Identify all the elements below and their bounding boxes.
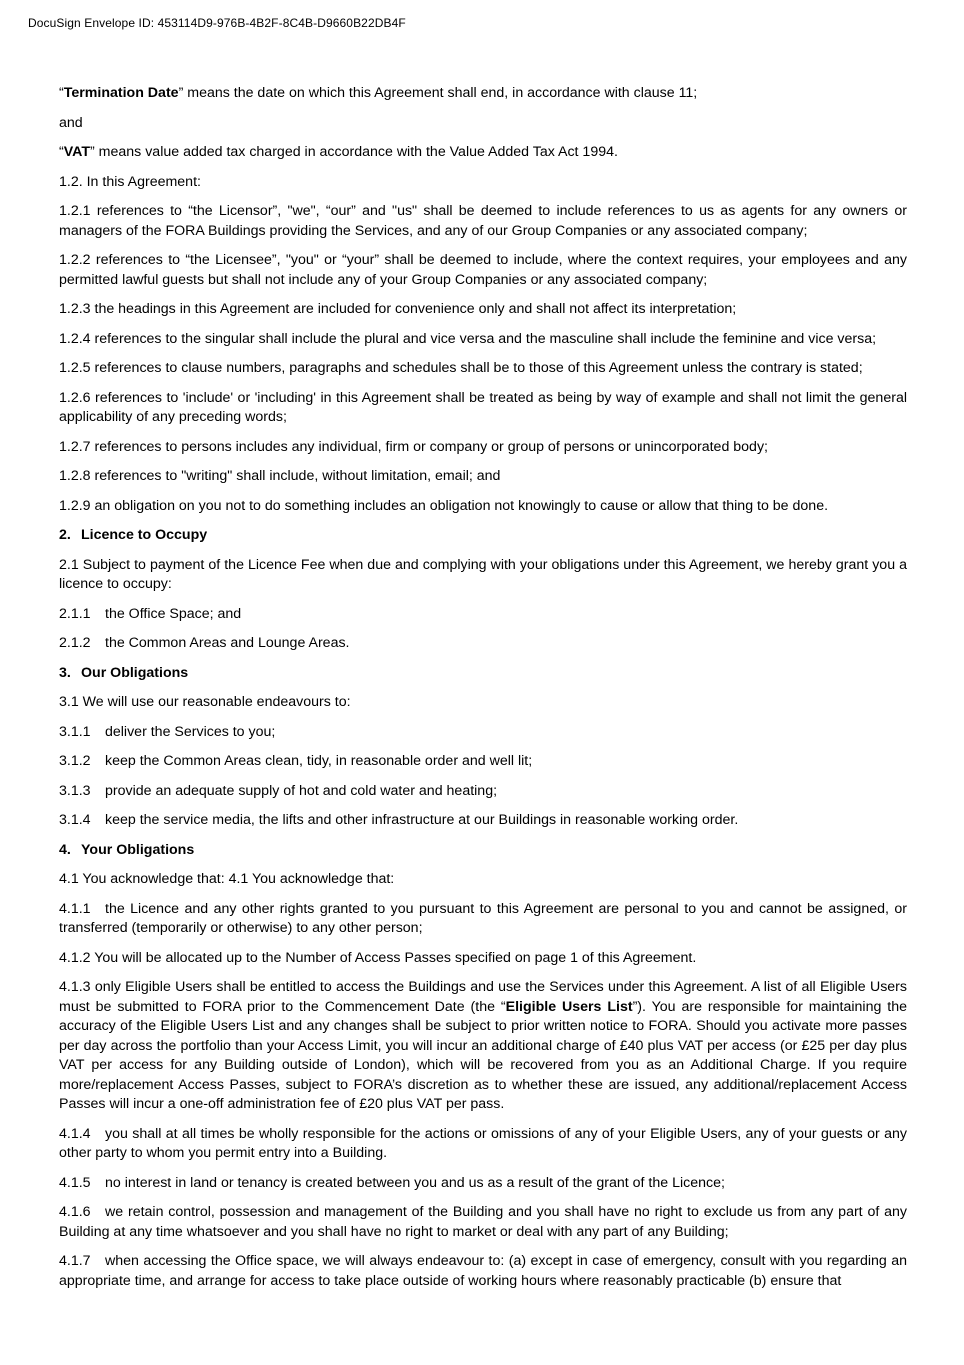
clause-1-2-5: 1.2.5 references to clause numbers, paragraphs and schedules shall be to those of this Agreement unless the contrary is stated; xyxy=(59,360,863,376)
defined-term: Eligible Users List xyxy=(505,998,633,1015)
clause-1-2-6: 1.2.6 references to 'include' or 'including' in this Agreement shall be treated as being by way of example and shall not limit the general applicability of any preceding words; xyxy=(59,389,907,425)
clause-1-2-2: 1.2.2 references to “the Licensee”, "you" or “your” shall be deemed to include, where the context requires, your employees and any permitted lawful guests but shall not include any of your Group Companies or any associated company; xyxy=(59,252,907,288)
clause-2-1-2: 2.1.2 the Common Areas and Lounge Areas. xyxy=(59,635,350,651)
clause-1-2-8: 1.2.8 references to "writing" shall include, without limitation, email; and xyxy=(59,468,501,484)
section-heading-our-obligations: 3. Our Obligations xyxy=(59,664,189,681)
clause-1-2-3: 1.2.3 the headings in this Agreement are included for convenience only and shall not affect its interpretation; xyxy=(59,301,737,317)
defined-term: Termination Date xyxy=(63,85,179,101)
clause-2-1: 2.1 Subject to payment of the Licence Fee when due and complying with your obligations under this Agreement, we hereby grant you a licence to occupy: xyxy=(59,556,907,592)
clause-1-2-intro: 1.2. In this Agreement: xyxy=(59,173,201,190)
clause-4-1-3: 4.1.3 only Eligible Users shall be entitled to access the Buildings and use the Services under this Agreement. A list of all Eligible Users must be submitted to FORA prior to the Commencement Date (the “Eligible Users List”). You are responsible for maintaining the accuracy of the Eligible Users List and any changes shall be subject to prior written notice to FORA. Should you activate more passes per day across the portfolio than your Access Limit, you will incur an additional charge of £40 plus VAT per access (or £25 per day plus VAT per access for any Building outside of London), which will be recovered from you as an Additional Charge. If you require more/replacement Access Passes, subject to FORA’s discretion as to whether these are issued, any additional/replacement Access Passes will incur a one-off administration fee of £20 plus VAT per pass. xyxy=(59,979,907,1112)
clause-3-1-4: 3.1.4 keep the service media, the lifts and other infrastructure at our Buildings in reasonable working order. xyxy=(59,812,739,828)
clause-4-1: 4.1 You acknowledge that: 4.1 You acknowledge that: xyxy=(59,871,395,887)
section-heading-licence-to-occupy: 2. Licence to Occupy xyxy=(59,527,208,543)
clause-3-1-2: 3.1.2 keep the Common Areas clean, tidy, in reasonable order and well lit; xyxy=(59,753,533,769)
definition-connector: and xyxy=(59,114,83,131)
definition-vat: “VAT” means value added tax charged in accordance with the Value Added Tax Act 1994. xyxy=(59,144,618,160)
clause-3-1-1: 3.1.1 deliver the Services to you; xyxy=(59,723,276,740)
clause-3-1: 3.1 We will use our reasonable endeavours to: xyxy=(59,694,351,710)
document-body xyxy=(59,84,907,1291)
docusign-envelope-id: DocuSign Envelope ID: 453114D9-976B-4B2F-8C4B-D9660B22DB4F xyxy=(28,16,406,30)
clause-4-1-4: 4.1.4 you shall at all times be wholly responsible for the actions or omissions of any of your Eligible Users, any of your guests or any other party to whom you permit entry into a Building. xyxy=(59,1125,907,1161)
clause-3-1-3: 3.1.3 provide an adequate supply of hot and cold water and heating; xyxy=(59,782,498,799)
clause-4-1-2: 4.1.2 You will be allocated up to the Number of Access Passes specified on page 1 of this Agreement. xyxy=(59,949,697,966)
clause-4-1-7: 4.1.7 when accessing the Office space, we will always endeavour to: (a) except in case of emergency, consult with you regarding an appropriate time, and arrange for access to take place outside of working hours where reasonably practicable (b) ensure that xyxy=(59,1253,907,1289)
clause-1-2-4: 1.2.4 references to the singular shall include the plural and vice versa and the masculine shall include the feminine and vice versa; xyxy=(59,330,877,347)
section-heading-your-obligations: 4. Your Obligations xyxy=(59,841,195,858)
clause-1-2-9: 1.2.9 an obligation on you not to do something includes an obligation not knowingly to cause or allow that thing to be done. xyxy=(59,497,829,514)
definition-termination-date: “Termination Date” means the date on which this Agreement shall end, in accordance with clause 11; xyxy=(59,85,698,101)
clause-4-1-5: 4.1.5 no interest in land or tenancy is created between you and us as a result of the grant of the Licence; xyxy=(59,1174,725,1191)
clause-4-1-6: 4.1.6 we retain control, possession and management of the Building and you shall have no right to exclude us from any part of any Building at any time whatsoever and you shall have no right to market or deal with any part of any Building; xyxy=(59,1204,907,1240)
clause-1-2-7: 1.2.7 references to persons includes any individual, firm or company or group of persons or unincorporated body; xyxy=(59,438,768,455)
clause-4-1-1: 4.1.1 the Licence and any other rights granted to you pursuant to this Agreement are personal to you and cannot be assigned, or transferred (temporarily or otherwise) to any other person; xyxy=(59,900,907,936)
clause-2-1-1: 2.1.1 the Office Space; and xyxy=(59,605,242,622)
defined-term: VAT xyxy=(63,144,91,160)
clause-1-2-1: 1.2.1 references to “the Licensor”, "we", “our” and "us" shall be deemed to include references to us as agents for any owners or managers of the FORA Buildings providing the Services, and any of our Group Companies or any associated company; xyxy=(59,203,907,239)
